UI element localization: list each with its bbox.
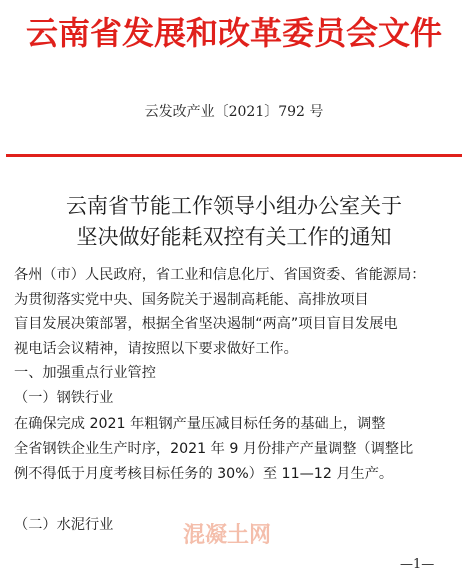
subsection-heading-cement: （二）水泥行业 bbox=[14, 517, 114, 533]
page-number: —1— bbox=[400, 557, 435, 572]
body-line-9: 例不得低于月度考核目标任务的 30%）至 11—12 月生产。 bbox=[14, 466, 394, 482]
watermark-text: 混凝土网 bbox=[183, 523, 272, 548]
body-line-8: 全省钢铁企业生产时序，2021 年 9 月份排产产量调整（调整比 bbox=[14, 441, 414, 457]
body-line-2: 为贯彻落实党中央、国务院关于遏制高耗能、高排放项目 bbox=[14, 292, 369, 308]
body-line-4: 视电话会议精神，请按照以下要求做好工作。 bbox=[14, 341, 298, 357]
document-header-title: 云南省发展和改革委员会文件 bbox=[25, 14, 442, 52]
notice-title-line-2: 坚决做好能耗双控有关工作的通知 bbox=[76, 225, 392, 249]
body-line-addressees: 各州（市）人民政府，省工业和信息化厅、省国资委、省能源局： bbox=[14, 267, 426, 283]
header-red-divider bbox=[6, 154, 462, 157]
body-line-7: 在确保完成 2021 年粗钢产量压减目标任务的基础上，调整 bbox=[14, 416, 386, 432]
subsection-heading-steel: （一）钢铁行业 bbox=[14, 390, 114, 406]
section-heading-1: 一、加强重点行业管控 bbox=[14, 365, 156, 381]
document-number: 云发改产业〔2021〕792 号 bbox=[144, 104, 324, 120]
body-line-3: 盲目发展决策部署，根据全省坚决遏制“两高”项目盲目发展电 bbox=[14, 316, 398, 332]
notice-title-line-1: 云南省节能工作领导小组办公室关于 bbox=[66, 194, 402, 218]
